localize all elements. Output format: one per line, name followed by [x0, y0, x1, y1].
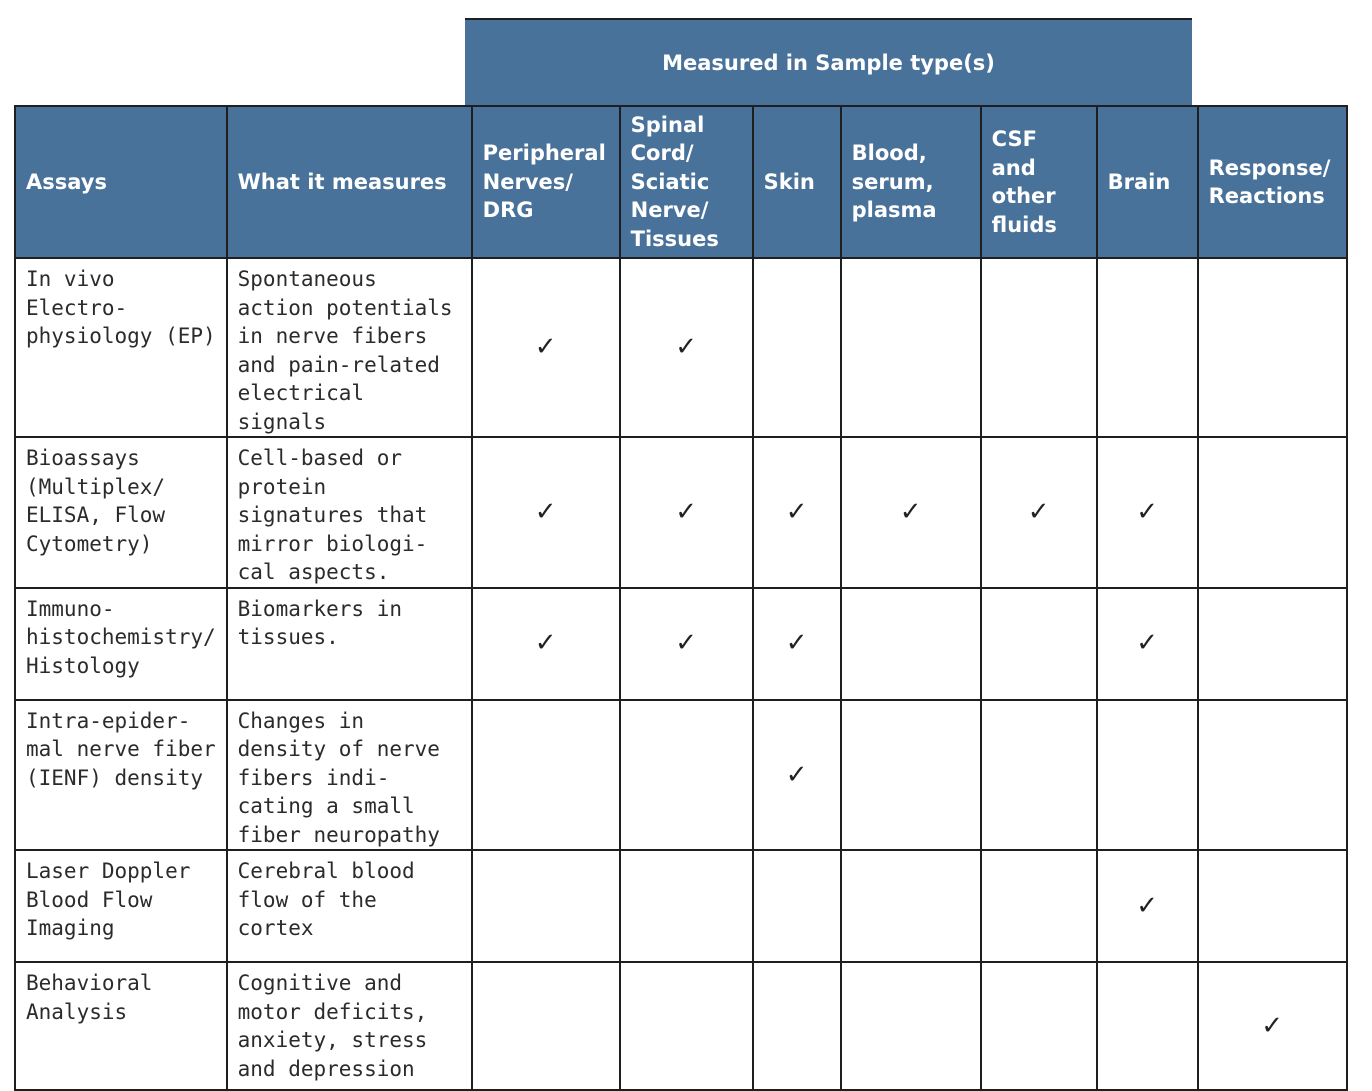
empty-cell	[981, 258, 1097, 437]
header-csf: CSF and other fluids	[981, 106, 1097, 258]
empty-cell	[981, 700, 1097, 851]
empty-cell	[1198, 850, 1347, 962]
empty-cell	[1097, 258, 1198, 437]
check-mark-icon: ✓	[1097, 437, 1198, 588]
check-mark-icon: ✓	[753, 588, 841, 700]
empty-cell	[1198, 258, 1347, 437]
check-mark-icon: ✓	[981, 437, 1097, 588]
check-mark-icon: ✓	[1198, 962, 1347, 1090]
empty-cell	[620, 850, 753, 962]
header-response: Response/ Reactions	[1198, 106, 1347, 258]
header-blood: Blood, serum, plasma	[841, 106, 981, 258]
empty-cell	[1198, 700, 1347, 851]
assays-table	[14, 105, 1348, 1091]
assay-cell: Laser Doppler Blood Flow Imaging	[15, 850, 227, 962]
header-row	[15, 106, 1347, 258]
sample-types-super-header: Measured in Sample type(s)	[465, 18, 1192, 105]
empty-cell	[472, 700, 620, 851]
measures-cell: Cell-based or protein signatures that mirror biologi-cal aspects.	[227, 437, 472, 588]
assay-cell: In vivo Electro-physiology (EP)	[15, 258, 227, 437]
empty-cell	[1198, 437, 1347, 588]
empty-cell	[1097, 700, 1198, 851]
measures-cell: Changes in density of nerve fibers indi-cating a small fiber neuropathy	[227, 700, 472, 851]
empty-cell	[841, 850, 981, 962]
header-spinal-cord: Spinal Cord/ Sciatic Nerve/ Tissues	[620, 106, 753, 258]
table-row	[15, 962, 1347, 1090]
measures-cell: Cognitive and motor deficits, anxiety, stress and depression	[227, 962, 472, 1090]
empty-cell	[841, 258, 981, 437]
empty-cell	[981, 850, 1097, 962]
table-row	[15, 437, 1347, 588]
empty-cell	[753, 850, 841, 962]
assay-cell: Bioassays (Multiplex/ ELISA, Flow Cytometry)	[15, 437, 227, 588]
empty-cell	[620, 962, 753, 1090]
measures-cell: Cerebral blood flow of the cortex	[227, 850, 472, 962]
header-skin: Skin	[753, 106, 841, 258]
empty-cell	[620, 700, 753, 851]
assay-cell: Behavioral Analysis	[15, 962, 227, 1090]
measures-cell: Spontaneous action potentials in nerve fibers and pain-related electrical signals	[227, 258, 472, 437]
table-row	[15, 258, 1347, 437]
check-mark-icon: ✓	[620, 437, 753, 588]
assay-cell: Immuno-histochemistry/ Histology	[15, 588, 227, 700]
empty-cell	[472, 962, 620, 1090]
empty-cell	[472, 850, 620, 962]
empty-cell	[981, 962, 1097, 1090]
table-row	[15, 700, 1347, 851]
empty-cell	[841, 700, 981, 851]
empty-cell	[841, 588, 981, 700]
check-mark-icon: ✓	[1097, 850, 1198, 962]
header-what-it-measures: What it measures	[227, 106, 472, 258]
header-assays: Assays	[15, 106, 227, 258]
empty-cell	[753, 962, 841, 1090]
check-mark-icon: ✓	[620, 258, 753, 437]
check-mark-icon: ✓	[620, 588, 753, 700]
assay-cell: Intra-epider-mal nerve fiber (IENF) density	[15, 700, 227, 851]
check-mark-icon: ✓	[472, 588, 620, 700]
table-row	[15, 588, 1347, 700]
table-row	[15, 850, 1347, 962]
empty-cell	[841, 962, 981, 1090]
empty-cell	[1097, 962, 1198, 1090]
check-mark-icon: ✓	[472, 258, 620, 437]
empty-cell	[753, 258, 841, 437]
check-mark-icon: ✓	[753, 700, 841, 851]
measures-cell: Biomarkers in tissues.	[227, 588, 472, 700]
empty-cell	[1198, 588, 1347, 700]
empty-cell	[981, 588, 1097, 700]
check-mark-icon: ✓	[1097, 588, 1198, 700]
header-peripheral-nerves: Peripheral Nerves/ DRG	[472, 106, 620, 258]
check-mark-icon: ✓	[841, 437, 981, 588]
header-brain: Brain	[1097, 106, 1198, 258]
check-mark-icon: ✓	[753, 437, 841, 588]
check-mark-icon: ✓	[472, 437, 620, 588]
